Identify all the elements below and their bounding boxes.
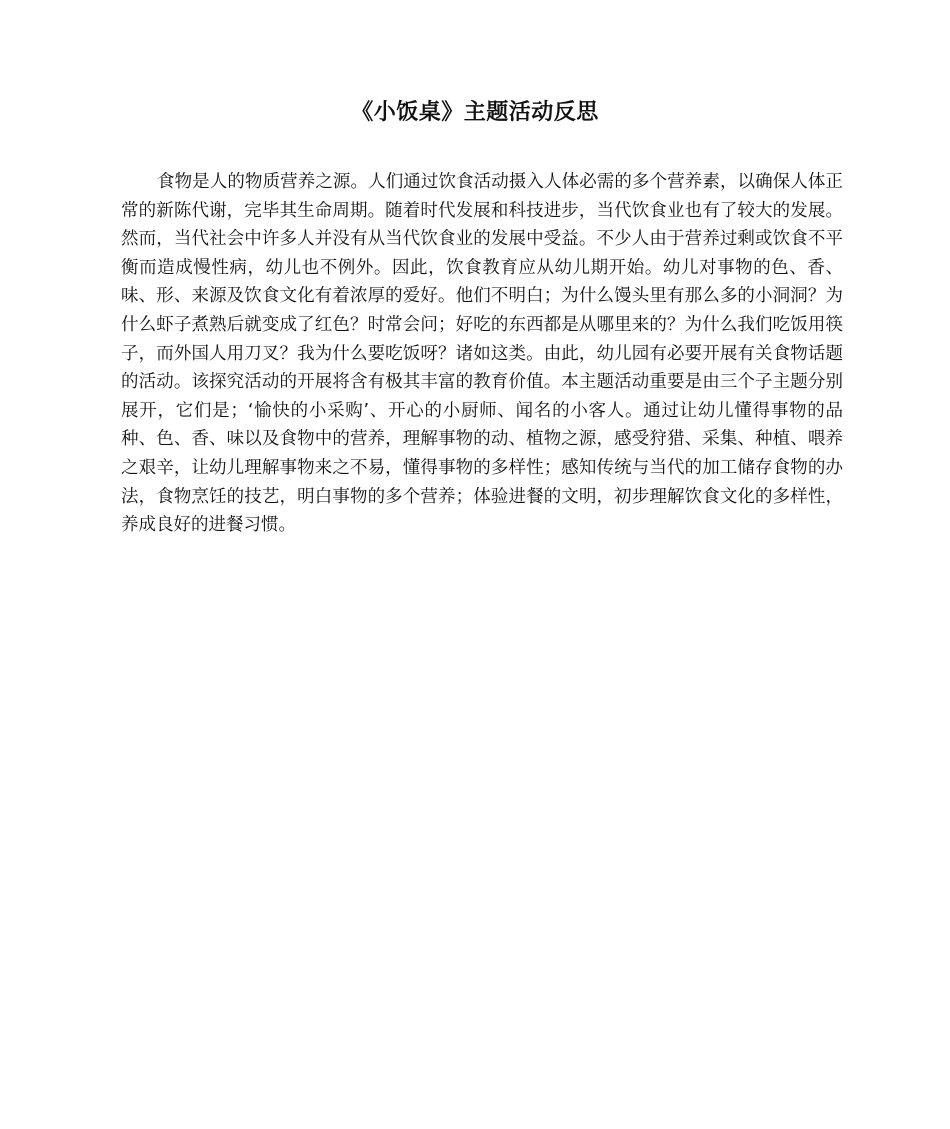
body-paragraph: 食物是人的物质营养之源。人们通过饮食活动摄入人体必需的多个营养素，以确保人体正常的新陈代谢，完毕其生命周期。随着时代发展和科技进步，当代饮食业也有了较大的发展。然而，当代社会中许多人并没有从当代饮食业的发展中受益。不少人由于营养过剩或饮食不平衡而造成慢性病，幼儿也不例外。因此，饮食教育应从幼儿期开始。幼儿对事物的色、香、味、形、来源及饮食文化有着浓厚的爱好。他们不明白；为什么馒头里有那么多的小洞洞？为什么虾子煮熟后就变成了红色？时常会问；好吃的东西都是从哪里来的？为什么我们吃饭用筷子，而外国人用刀叉？我为什么要吃饭呀？诸如这类。由此，幼儿园有必要开展有关食物话题的活动。该探究活动的开展将含有极其丰富的教育价值。本主题活动重要是由三个子主题分别展开，它们是；‘愉快的小采购’、开心的小厨师、闻名的小客人。通过让幼儿懂得事物的品种、色、香、味以及食物中的营养，理解事物的动、植物之源，感受狩猎、采集、种植、喂养之艰辛，让幼儿理解事物来之不易，懂得事物的多样性；感知传统与当代的加工储存食物的办法，食物烹饪的技艺，明白事物的多个营养；体验进餐的文明，初步理解饮食文化的多样性，养成良好的进餐习惯。 (121, 172, 843, 536)
document-title: 《小饭桌》主题活动反思 (351, 100, 599, 125)
